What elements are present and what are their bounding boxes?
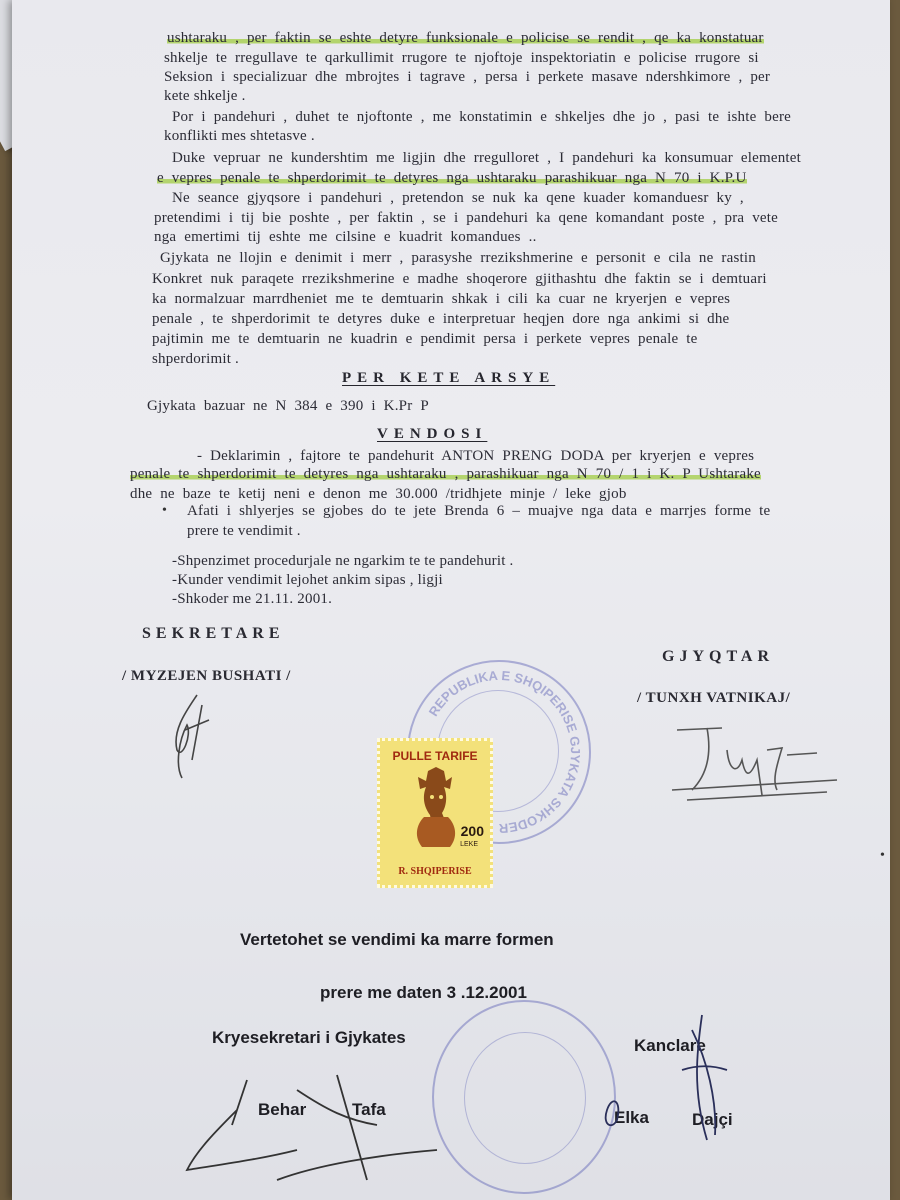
body-line: kete shkelje . (164, 88, 246, 104)
certification-line-1: Vertetohet se vendimi ka marre formen (240, 930, 554, 949)
body-line: konflikti mes shtetasve . (164, 128, 315, 144)
tax-stamp-value: 200 (460, 823, 484, 839)
svg-text:REPUBLIKA E SHQIPERISE GJYKATA: REPUBLIKA E SHQIPERISE GJYKATA SHKODER (425, 667, 584, 837)
certification-line-2: prere me daten 3 .12.2001 (320, 983, 527, 1002)
body-line-text: e vepres penale te shperdorimit te detyres nga ushtaraku parashikuar nga N 70 i K.P.U (157, 170, 747, 186)
tax-stamp-unit: LEKE (460, 841, 478, 848)
decision-line: - Deklarimin , fajtore te pandehurit ANTON PRENG DODA per kryerjen e vepres (197, 448, 755, 464)
chief-secretary-first-name: Behar (258, 1100, 307, 1119)
bullet-dot: • (162, 503, 167, 518)
dash-line: -Kunder vendimit lejohet ankim sipas , ligji (172, 572, 443, 588)
body-line: ka normalzuar marrdheniet me te demtuarin shkak i cili ka cuar ne kryerjen e vepres (152, 291, 731, 307)
body-line: Seksion i specializuar dhe mbrojtes i tagrave , persa i perkete masave ndershkimore , per (164, 69, 771, 85)
body-line: Konkret nuk paraqete rrezikshmerine e madhe shoqerore gjithashtu dhe faktin se i demtuari (152, 271, 767, 287)
body-line: shkelje te rregullave te qarkullimit rrugore te njoftoje inspektoriatin e policise rrugore si (164, 50, 759, 66)
court-decision-page (12, 0, 890, 1200)
body-line: penale , te shperdorimit te detyres duke e interpretuar heqjen dore nga ankimi si dhe (152, 311, 730, 327)
skanderbeg-portrait-icon (408, 767, 464, 849)
body-line: pajtimin me te demtuarin ne kuadrin e pendimit persa i perkete vepres penale te (152, 331, 698, 347)
decision-line-text: penale te shperdorimit te detyres nga ushtaraku , parashikuar nga N 70 / 1 i K. P Ushtarake (130, 466, 761, 482)
chief-secretary-title: Kryesekretari i Gjykates (212, 1028, 406, 1047)
decision-line: dhe ne baze te ketij neni e denon me 30.000 /tridhjete minje / leke gjob (130, 486, 627, 502)
body-line (157, 170, 747, 187)
body-line: shperdorimit . (152, 351, 239, 367)
bullet-line: Afati i shlyerjes se gjobes do te jete Brenda 6 – muajve nga data e marrjes forme te (187, 503, 771, 519)
tax-stamp-title: PULLE TARIFE (392, 749, 478, 763)
body-line: Duke vepruar ne kundershtim me ligjin dhe rregulloret , I pandehuri ka konsumuar elementet (172, 150, 801, 166)
judge-name: / TUNXH VATNIKAJ/ (637, 690, 791, 706)
secretary-signature (157, 690, 227, 790)
body-line-text: ushtaraku , per faktin se eshte detyre funksionale e policise se rendit , qe ka konstatuar (167, 30, 764, 46)
tax-stamp-country: R. SHQIPERISE (398, 866, 472, 877)
chancellor-signature (597, 1010, 747, 1150)
chancellor-first-name: Elka (614, 1108, 649, 1127)
body-line: Por i pandehuri , duhet te njoftonte , me konstatimin e shkeljes dhe jo , pasi te ishte bere (172, 109, 792, 125)
seal-inner-ring (464, 1032, 586, 1164)
body-line: pretendimi i tij bie poshte , per faktin , se i pandehuri ka qene komandant poste , pra vete (154, 210, 778, 226)
court-seal-lower (432, 1000, 616, 1194)
tax-stamp (377, 738, 493, 888)
judge-signature (667, 720, 847, 810)
dash-line: -Shpenzimet procedurjale ne ngarkim te te pandehurit . (172, 553, 514, 569)
heading-per-kete-arsye: PER KETE ARSYE (342, 370, 556, 386)
judge-title: GJYQTAR (662, 648, 775, 665)
body-line: Ne seance gjyqsore i pandehuri , pretendon se nuk ka qene kuader komanduesr ky , (172, 190, 744, 206)
bullet-line: prere te vendimit . (187, 523, 301, 539)
chancellor-last-name: Dajçi (692, 1110, 733, 1129)
page-mark: • (880, 848, 885, 863)
secretary-name: / MYZEJEN BUSHATI / (122, 668, 291, 684)
secretary-title: SEKRETARE (142, 625, 285, 642)
court-basis: Gjykata bazuar ne N 384 e 390 i K.Pr P (147, 398, 429, 414)
dash-line: -Shkoder me 21.11. 2001. (172, 591, 333, 607)
body-line: nga emertimi tij eshte me cilsine e kuadrit komandues .. (154, 229, 537, 245)
heading-vendosi: VENDOSI (377, 426, 488, 442)
decision-line (130, 466, 761, 483)
chief-secretary-signature (177, 1070, 447, 1190)
body-line: Gjykata ne llojin e denimit i merr , parasyshe rrezikshmerine e personit e cila ne rastin (160, 250, 756, 266)
chancellor-title: Kanclare (634, 1036, 706, 1055)
chief-secretary-last-name: Tafa (352, 1100, 386, 1119)
body-line (167, 30, 764, 47)
